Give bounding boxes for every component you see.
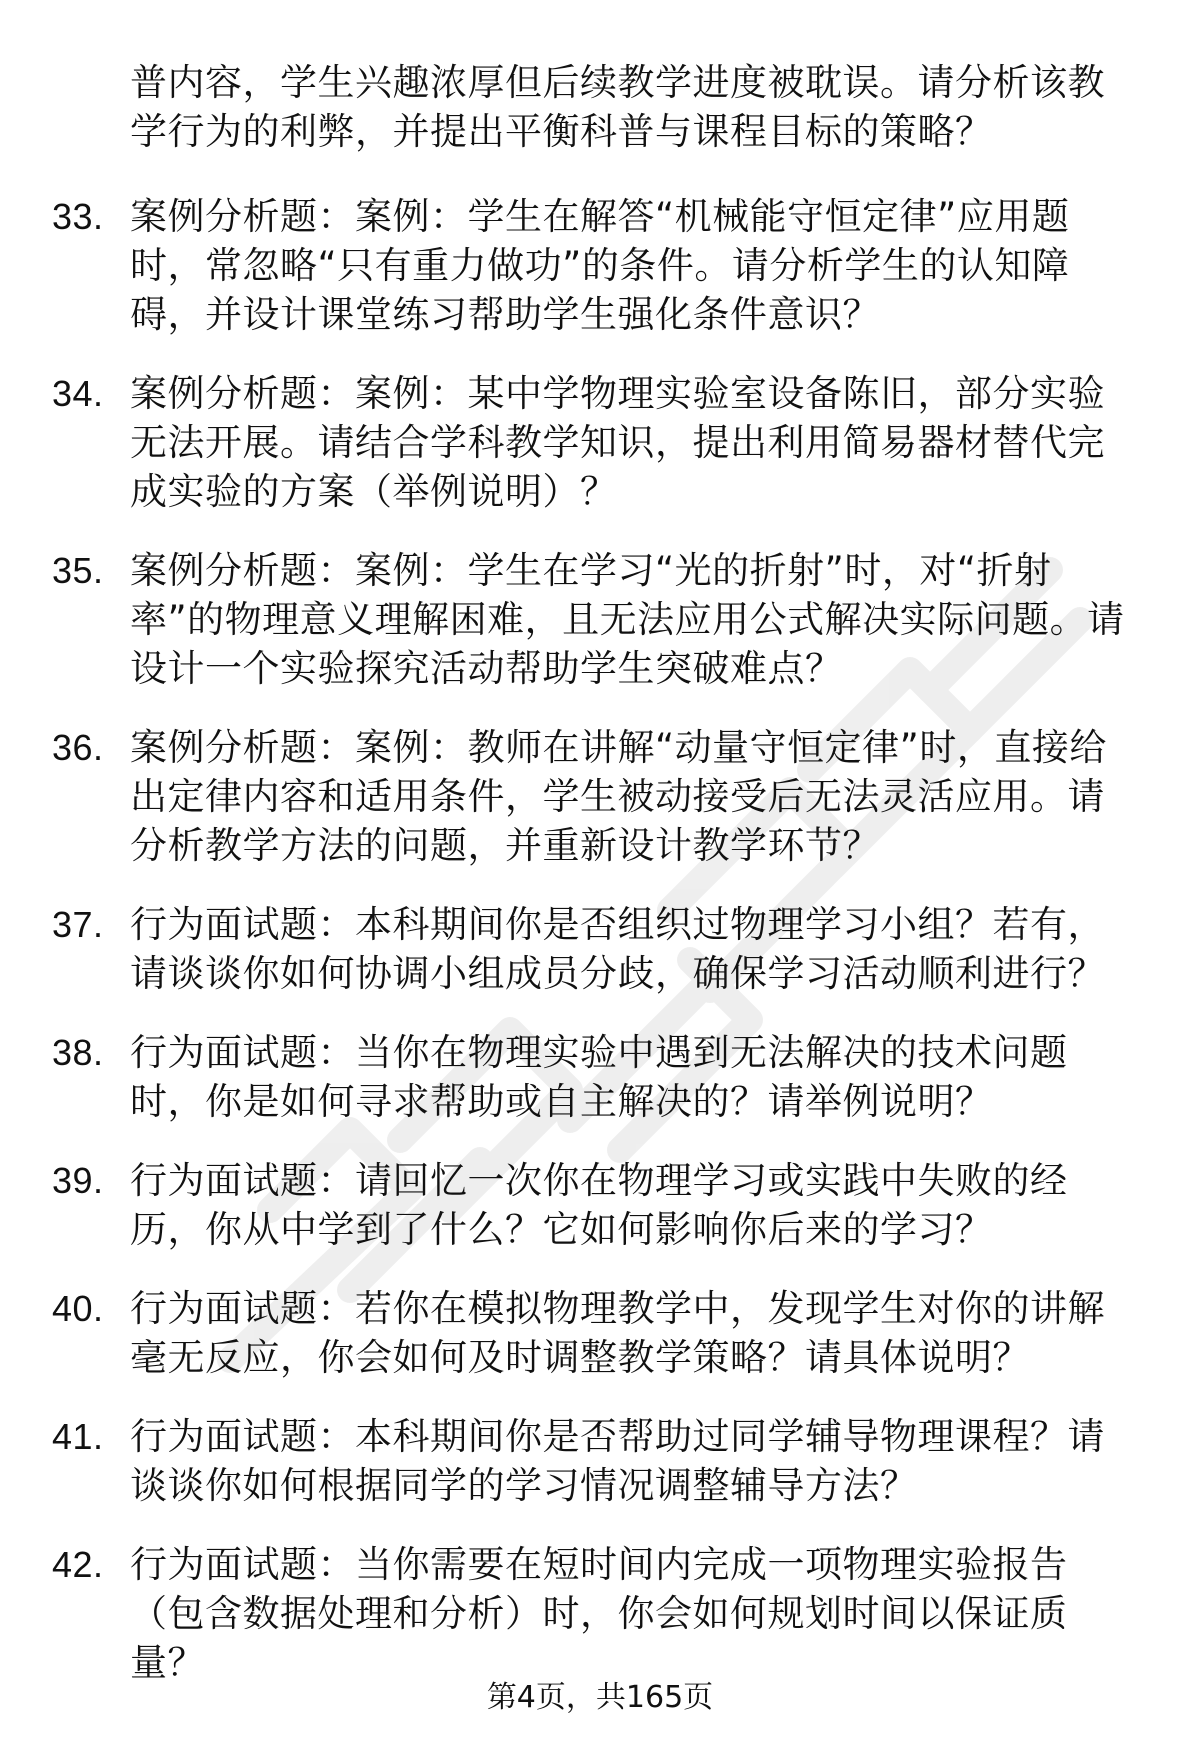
question-item-36	[0, 723, 1140, 870]
question-item-37	[0, 900, 1140, 998]
question-text: 案例分析题：案例：教师在讲解“动量守恒定律”时，直接给出定律内容和适用条件，学生被动接受后无法灵活应用。请分析教学方法的问题，并重新设计教学环节？	[130, 726, 1107, 867]
question-item-42	[0, 1540, 1140, 1687]
question-text: 行为面试题：请回忆一次你在物理学习或实践中失败的经历，你从中学到了什么？它如何影响你后来的学习？	[130, 1159, 1068, 1251]
question-item-40	[0, 1284, 1140, 1382]
question-item-39	[0, 1156, 1140, 1254]
question-text: 行为面试题：若你在模拟物理教学中，发现学生对你的讲解毫无反应，你会如何及时调整教学策略？请具体说明？	[130, 1287, 1105, 1379]
question-text: 行为面试题：当你需要在短时间内完成一项物理实验报告（包含数据处理和分析）时，你会如何规划时间以保证质量？	[130, 1543, 1068, 1684]
question-text: 行为面试题：当你在物理实验中遇到无法解决的技术问题时，你是如何寻求帮助或自主解决的？请举例说明？	[130, 1031, 1068, 1123]
question-text: 案例分析题：案例：学生在解答“机械能守恒定律”应用题时，常忽略“只有重力做功”的条件。请分析学生的认知障碍，并设计课堂练习帮助学生强化条件意识？	[130, 195, 1070, 336]
question-number: 39.	[52, 1160, 104, 1201]
page-indicator: 第4页，共165页	[486, 1680, 714, 1715]
question-item-41	[0, 1412, 1140, 1510]
question-number: 37.	[52, 904, 104, 945]
question-item-35	[0, 546, 1140, 693]
question-number: 34.	[52, 373, 104, 414]
question-number: 42.	[52, 1544, 104, 1585]
question-number: 38.	[52, 1032, 104, 1073]
question-text: 案例分析题：案例：某中学物理实验室设备陈旧，部分实验无法开展。请结合学科教学知识，提出利用简易器材替代完成实验的方案（举例说明）？	[130, 372, 1105, 513]
question-number: 36.	[52, 727, 104, 768]
question-item-38	[0, 1028, 1140, 1126]
question-number: 41.	[52, 1416, 104, 1457]
question-list	[0, 192, 1200, 1717]
question-item-33	[0, 192, 1140, 339]
question-text: 案例分析题：案例：学生在学习“光的折射”时，对“折射率”的物理意义理解困难，且无法应用公式解决实际问题。请设计一个实验探究活动帮助学生突破难点？	[130, 549, 1125, 690]
question-number: 35.	[52, 550, 104, 591]
question-number: 40.	[52, 1288, 104, 1329]
question-item-34	[0, 369, 1140, 516]
continuation-paragraph: 普内容，学生兴趣浓厚但后续教学进度被耽误。请分析该教学行为的利弊，并提出平衡科普与课程目标的策略？	[130, 61, 1105, 153]
question-number: 33.	[52, 196, 104, 237]
question-text: 行为面试题：本科期间你是否组织过物理学习小组？若有，请谈谈你如何协调小组成员分歧，确保学习活动顺利进行？	[130, 903, 1105, 995]
question-text: 行为面试题：本科期间你是否帮助过同学辅导物理课程？请谈谈你如何根据同学的学习情况调整辅导方法？	[130, 1415, 1105, 1507]
